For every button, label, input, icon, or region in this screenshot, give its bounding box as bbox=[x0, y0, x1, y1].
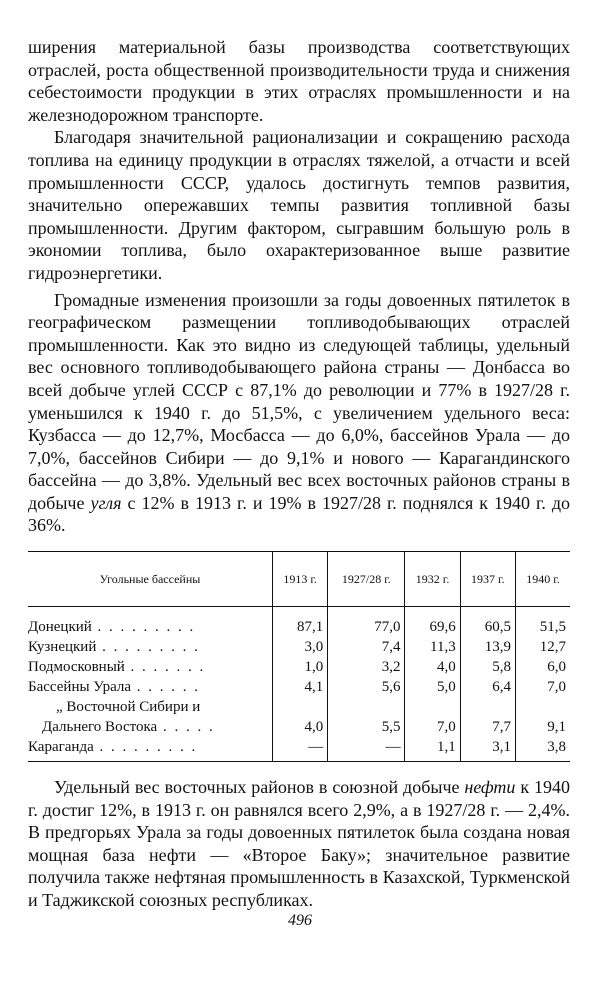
header-year-1937: 1937 г. bbox=[460, 552, 515, 607]
cell: 9,1 bbox=[515, 717, 570, 737]
cell: 1,1 bbox=[405, 737, 460, 762]
header-year-1927-28: 1927/28 г. bbox=[328, 552, 405, 607]
table-header-row bbox=[28, 552, 570, 607]
cell: 5,8 bbox=[460, 657, 515, 677]
cell: — bbox=[273, 737, 328, 762]
page-body bbox=[28, 36, 570, 912]
paragraph-3-text-a: Громадные изменения произошли за годы довоенных пятилеток в географическом размещении топливодобывающих отраслей промышленности. Как это видно из следующей таблицы, удельный вес основного топливодобывающего района страны — Донбасса во всей добыче углей СССР с 87,1% до революции и 77% в 1927/28 г. уменьшился к 1940 г. до 51,5%, с увеличением удельного веса: Кузбасса — до 12,7%, Мосбасса — до 6,0%, бассейнов Урала — до 7,0%, бассейнов Сибири — до 9,1% и нового — Карагандинского бассейна — до 3,8%. Удельный вес всех восточных районов страны в добыче bbox=[28, 289, 570, 513]
cell: 87,1 bbox=[273, 607, 328, 638]
paragraph-4-emphasis: нефти bbox=[464, 777, 516, 798]
cell: 3,1 bbox=[460, 737, 515, 762]
cell bbox=[273, 697, 328, 717]
cell: 69,6 bbox=[405, 607, 460, 638]
cell bbox=[328, 697, 405, 717]
row-label: Подмосковный . . . . . . . bbox=[28, 659, 206, 676]
paragraph-3 bbox=[28, 289, 570, 538]
header-year-1913: 1913 г. bbox=[273, 552, 328, 607]
cell: 7,4 bbox=[328, 637, 405, 657]
row-label: Кузнецкий . . . . . . . . . bbox=[28, 639, 200, 656]
paragraph-3-emphasis: угля bbox=[90, 492, 122, 513]
cell: 1,0 bbox=[273, 657, 328, 677]
table-row bbox=[28, 697, 570, 717]
paragraph-4-text-a: Удельный вес восточных районов в союзной добыче bbox=[54, 777, 465, 798]
page-number: 496 bbox=[288, 912, 312, 929]
header-year-1932: 1932 г. bbox=[405, 552, 460, 607]
cell: 4,1 bbox=[273, 677, 328, 697]
cell: 11,3 bbox=[405, 637, 460, 657]
cell: 7,0 bbox=[405, 717, 460, 737]
row-label: Донецкий . . . . . . . . . bbox=[28, 619, 196, 636]
cell: 60,5 bbox=[460, 607, 515, 638]
header-basins: Угольные бассейны bbox=[28, 552, 273, 607]
cell: 51,5 bbox=[515, 607, 570, 638]
cell: 13,9 bbox=[460, 637, 515, 657]
cell bbox=[405, 697, 460, 717]
cell: 6,4 bbox=[460, 677, 515, 697]
cell: 7,7 bbox=[460, 717, 515, 737]
paragraph-2: Благодаря значительной рационализации и сокращению расхода топлива на единицу продукции в отраслях тяжелой, а отчасти и всей промышленности СССР, удалось достигнуть темпов развития, значительно опережавших темпы развития топливной базы промышленности. Другим фактором, сыгравшим большую роль в экономии топлива, было охарактеризованное выше развитие гидроэнергетики. bbox=[28, 127, 570, 283]
paragraph-1: ширения материальной базы производства соответствующих отраслей, роста общественной производительности труда и снижения себестоимости продукции в этих отраслях промышленности и на железнодорожном транспорте. bbox=[28, 37, 570, 125]
table-row bbox=[28, 737, 570, 762]
cell: 5,5 bbox=[328, 717, 405, 737]
cell: 3,2 bbox=[328, 657, 405, 677]
row-label: „ Восточной Сибири и bbox=[56, 699, 201, 716]
cell: 4,0 bbox=[273, 717, 328, 737]
table-row bbox=[28, 717, 570, 737]
table-row bbox=[28, 677, 570, 697]
cell: 3,8 bbox=[515, 737, 570, 762]
cell: 7,0 bbox=[515, 677, 570, 697]
paragraph-4 bbox=[28, 776, 570, 912]
row-label: Дальнего Востока . . . . . bbox=[42, 719, 215, 736]
paragraph-4-text-b: к 1940 г. достиг 12%, в 1913 г. он равнялся всего 2,9%, а в 1927/28 г. — 2,4%. В предгорьях Урала за годы довоенных пятилеток была создана новая мощная база нефти — «Второе Баку»; значительное развитие получила также нефтяная промышленность в Казахской, Туркменской и Таджикской союзных республиках. bbox=[28, 777, 570, 911]
table-row bbox=[28, 657, 570, 677]
table-row bbox=[28, 637, 570, 657]
paragraph-3-text-b: с 12% в 1913 г. и 19% в 1927/28 г. поднялся к 1940 г. до 36%. bbox=[28, 492, 571, 536]
cell: 4,0 bbox=[405, 657, 460, 677]
cell: 77,0 bbox=[328, 607, 405, 638]
row-label: Бассейны Урала . . . . . . bbox=[28, 679, 201, 696]
table-row bbox=[28, 607, 570, 638]
row-label: Караганда . . . . . . . . . bbox=[28, 737, 273, 762]
cell bbox=[460, 697, 515, 717]
cell: 5,0 bbox=[405, 677, 460, 697]
cell bbox=[515, 697, 570, 717]
cell: 3,0 bbox=[273, 637, 328, 657]
cell: 5,6 bbox=[328, 677, 405, 697]
coal-basins-table bbox=[28, 551, 570, 762]
cell: 6,0 bbox=[515, 657, 570, 677]
header-year-1940: 1940 г. bbox=[515, 552, 570, 607]
cell: 12,7 bbox=[515, 637, 570, 657]
cell: — bbox=[328, 737, 405, 762]
